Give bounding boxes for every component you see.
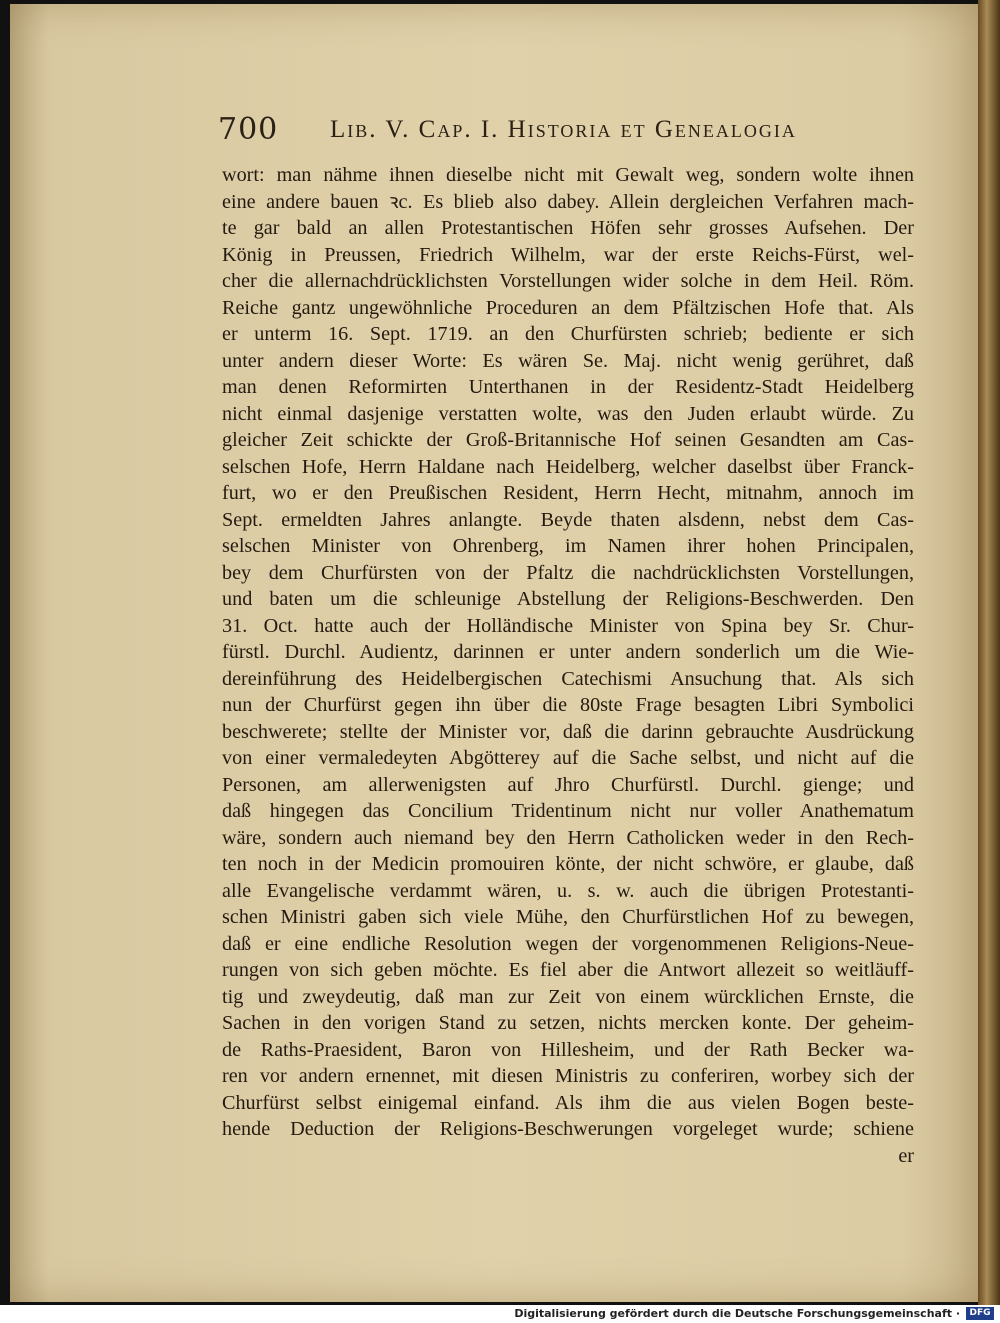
body-text bbox=[222, 162, 914, 1169]
text-line: selschen Hofe, Herrn Haldane nach Heidelberg, welcher daselbst über Franck- bbox=[222, 455, 914, 478]
text-line: wäre, sondern auch niemand bey den Herrn Catholicken weder in den Rech- bbox=[222, 826, 914, 849]
page-number: 700 bbox=[218, 112, 279, 147]
running-head: Lib. V. Cap. I. Historia et Genealogia bbox=[330, 116, 797, 143]
text-line: dereinführung des Heidelbergischen Catechismi Ansuchung that. Als sich bbox=[222, 667, 914, 690]
text-line: gleicher Zeit schickte der Groß-Britannische Hof seinen Gesandten am Cas- bbox=[222, 429, 914, 451]
text-line: rungen von sich geben möchte. Es fiel aber die Antwort allezeit so weitläuff- bbox=[222, 959, 914, 981]
text-line: er unterm 16. Sept. 1719. an den Churfürsten schrieb; bediente er sich bbox=[222, 323, 914, 345]
text-line: hende Deduction der Religions-Beschwerungen vorgeleget wurde; schiene bbox=[222, 1118, 914, 1140]
text-line: schen Ministri gaben sich viele Mühe, den Churfürstlichen Hof zu bewegen, bbox=[222, 906, 914, 928]
text-line: cher die allernachdrücklichsten Vorstellungen wider solche in dem Heil. Röm. bbox=[222, 270, 914, 292]
book-edge bbox=[978, 0, 1000, 1305]
text-line: ren vor andern ernennet, mit diesen Ministris zu conferiren, worbey sich der bbox=[222, 1065, 914, 1087]
text-line: 31. Oct. hatte auch der Holländische Minister von Spina bey Sr. Chur- bbox=[222, 614, 914, 637]
text-line: de Raths-Praesident, Baron von Hillesheim, und der Rath Becker wa- bbox=[222, 1038, 914, 1061]
text-line: und baten um die schleunige Abstellung der Religions-Beschwerden. Den bbox=[222, 588, 914, 610]
text-line: König in Preussen, Friedrich Wilhelm, war der erste Reichs-Fürst, wel- bbox=[222, 243, 914, 266]
page-header bbox=[218, 112, 918, 152]
text-line: furt, wo er den Preußischen Resident, Herrn Hecht, mitnahm, annoch im bbox=[222, 482, 914, 504]
text-line: selschen Minister von Ohrenberg, im Namen ihrer hohen Principalen, bbox=[222, 535, 914, 557]
text-line: Reiche gantz ungewöhnliche Proceduren an dem Pfältzischen Hofe that. Als bbox=[222, 296, 914, 319]
text-line: alle Evangelische verdammt wären, u. s. w. auch die übrigen Protestanti- bbox=[222, 879, 914, 902]
text-line: nicht einmal dasjenige verstatten wolte, was den Juden erlaubt würde. Zu bbox=[222, 402, 914, 425]
dfg-logo-icon: DFG bbox=[966, 1307, 994, 1320]
text-line: Sachen in den vorigen Stand zu setzen, nichts mercken konte. Der geheim- bbox=[222, 1012, 914, 1034]
text-line: unter andern dieser Worte: Es wären Se. Maj. nicht wenig gerühret, daß bbox=[222, 349, 914, 372]
text-line: wort: man nähme ihnen dieselbe nicht mit Gewalt weg, sondern wolte ihnen bbox=[222, 164, 914, 186]
text-line: ten noch in der Medicin promouiren könte, der nicht schwöre, er glaube, daß bbox=[222, 853, 914, 875]
text-line: man denen Reformirten Unterthanen in der Residentz-Stadt Heidelberg bbox=[222, 376, 914, 398]
text-line: beschwerete; stellte der Minister vor, daß die darinn gebrauchte Ausdrückung bbox=[222, 720, 914, 743]
text-line: fürstl. Durchl. Audientz, darinnen er unter andern sonderlich um die Wie- bbox=[222, 641, 914, 663]
catchword: er bbox=[898, 1144, 914, 1167]
text-line: te gar bald an allen Protestantischen Höfen sehr grosses Aufsehen. Der bbox=[222, 217, 914, 239]
text-line: daß hingegen das Concilium Tridentinum nicht nur voller Anathematum bbox=[222, 800, 914, 822]
text-line: Sept. ermeldten Jahres anlangte. Beyde thaten alsdenn, nebst dem Cas- bbox=[222, 508, 914, 531]
text-line: Personen, am allerwenigsten auf Jhro Churfürstl. Durchl. gienge; und bbox=[222, 773, 914, 796]
footer-bar bbox=[0, 1305, 1000, 1323]
text-line: von einer vermaledeyten Abgötterey auf die Sache selbst, und nicht auf die bbox=[222, 747, 914, 769]
text-line: bey dem Churfürsten von der Pfaltz die nachdrücklichsten Vorstellungen, bbox=[222, 561, 914, 584]
text-line: tig und zweydeutig, daß man zur Zeit von einem würcklichen Ernste, die bbox=[222, 985, 914, 1008]
text-line: daß er eine endliche Resolution wegen der vorgenommenen Religions-Neue- bbox=[222, 932, 914, 955]
funding-credit: Digitalisierung gefördert durch die Deutsche Forschungsgemeinschaft · bbox=[514, 1307, 960, 1320]
text-line: eine andere bauen ꝛc. Es blieb also dabey. Allein dergleichen Verfahren mach- bbox=[222, 190, 914, 213]
text-line: nun der Churfürst gegen ihn über die 80ste Frage besagten Libri Symbolici bbox=[222, 694, 914, 716]
text-line: Churfürst selbst einigemal einfand. Als ihm die aus vielen Bogen beste- bbox=[222, 1091, 914, 1114]
